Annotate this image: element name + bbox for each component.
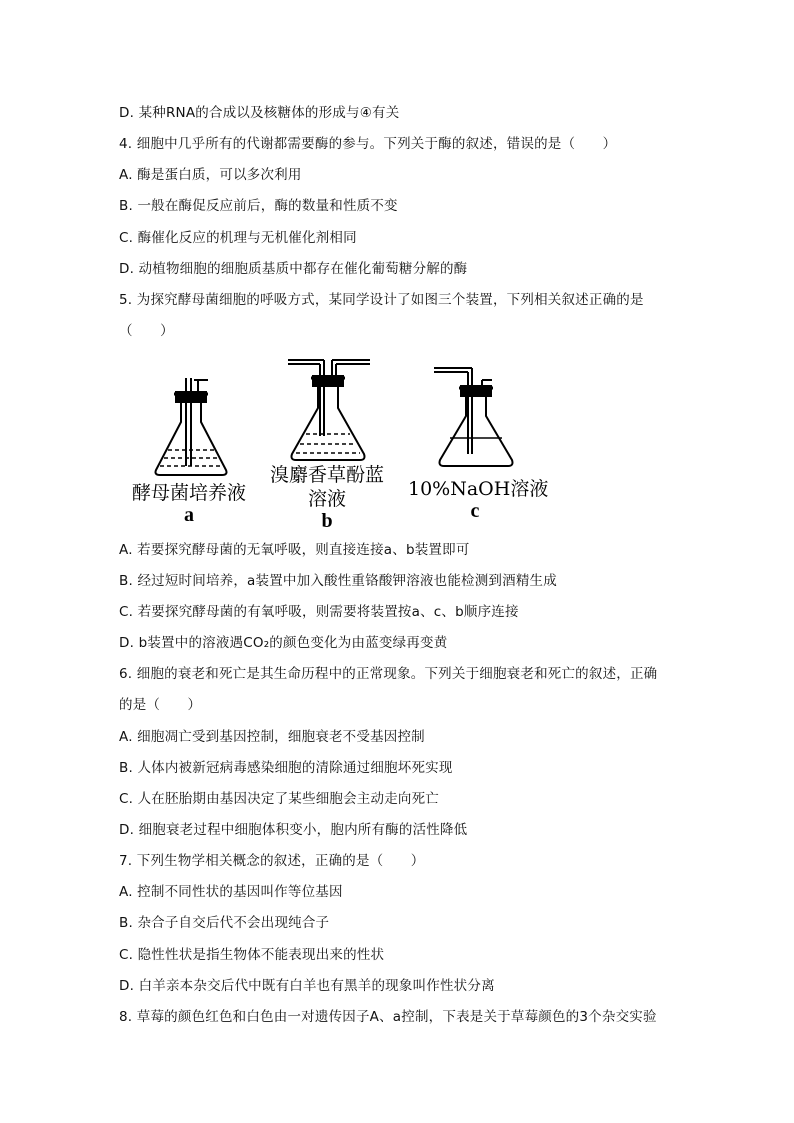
q4-option-d: D. 动植物细胞的细胞质基质中都存在催化葡萄糖分解的酶 xyxy=(119,261,468,277)
flask-b-drawing xyxy=(280,356,376,464)
q6-stem: 6. 细胞的衰老和死亡是其生命历程中的正常现象。下列关于细胞衰老和死亡的叙述，正确 xyxy=(119,666,658,682)
flask-a-letter: a xyxy=(184,504,194,526)
flask-c-label: 10%NaOH溶液 xyxy=(408,478,549,500)
q5-option-a: A. 若要探究酵母菌的无氧呼吸，则直接连接a、b装置即可 xyxy=(119,542,470,558)
apparatus-figure xyxy=(120,352,560,532)
flask-c-drawing xyxy=(428,366,524,470)
flask-a-label: 酵母菌培养液 xyxy=(131,482,246,504)
q7-option-a: A. 控制不同性状的基因叫作等位基因 xyxy=(119,884,343,900)
flask-b-label-line1: 溴麝香草酚蓝 xyxy=(269,464,384,486)
q7-option-c: C. 隐性性状是指生物体不能表现出来的性状 xyxy=(119,947,385,963)
q4-stem: 4. 细胞中几乎所有的代谢都需要酶的参与。下列关于酶的叙述，错误的是（ ） xyxy=(119,136,617,152)
q4-option-b: B. 一般在酶促反应前后，酶的数量和性质不变 xyxy=(119,198,398,214)
q6-stem-cont: 的是（ ） xyxy=(119,697,202,713)
q6-option-b: B. 人体内被新冠病毒感染细胞的清除通过细胞坏死实现 xyxy=(119,760,453,776)
q7-option-b: B. 杂合子自交后代不会出现纯合子 xyxy=(119,915,330,931)
q6-option-c: C. 人在胚胎期由基因决定了某些细胞会主动走向死亡 xyxy=(119,791,440,807)
q3-option-d: D. 某种RNA的合成以及核糖体的形成与④有关 xyxy=(119,105,400,121)
flask-a-drawing xyxy=(146,378,236,478)
flask-c-letter: c xyxy=(470,500,480,522)
q5-stem: 5. 为探究酵母菌细胞的呼吸方式，某同学设计了如图三个装置，下列相关叙述正确的是 xyxy=(119,292,644,308)
flask-b-letter: b xyxy=(321,510,333,532)
q5-option-d: D. b装置中的溶液遇CO₂的颜色变化为由蓝变绿再变黄 xyxy=(119,635,448,651)
q6-option-a: A. 细胞凋亡受到基因控制，细胞衰老不受基因控制 xyxy=(119,729,425,745)
flask-b-label-line2: 溶液 xyxy=(307,488,346,510)
q5-stem-cont: （ ） xyxy=(119,323,174,339)
q8-stem: 8. 草莓的颜色红色和白色由一对遗传因子A、a控制，下表是关于草莓颜色的3个杂交实验 xyxy=(119,1009,657,1025)
q7-stem: 7. 下列生物学相关概念的叙述，正确的是（ ） xyxy=(119,853,425,869)
q4-option-c: C. 酶催化反应的机理与无机催化剂相同 xyxy=(119,230,357,246)
q6-option-d: D. 细胞衰老过程中细胞体积变小，胞内所有酶的活性降低 xyxy=(119,822,468,838)
q7-option-d: D. 白羊亲本杂交后代中既有白羊也有黑羊的现象叫作性状分离 xyxy=(119,978,495,994)
q5-option-b: B. 经过短时间培养，a装置中加入酸性重铬酸钾溶液也能检测到酒精生成 xyxy=(119,573,557,589)
q5-option-c: C. 若要探究酵母菌的有氧呼吸，则需要将装置按a、c、b顺序连接 xyxy=(119,604,519,620)
q4-option-a: A. 酶是蛋白质，可以多次利用 xyxy=(119,167,302,183)
